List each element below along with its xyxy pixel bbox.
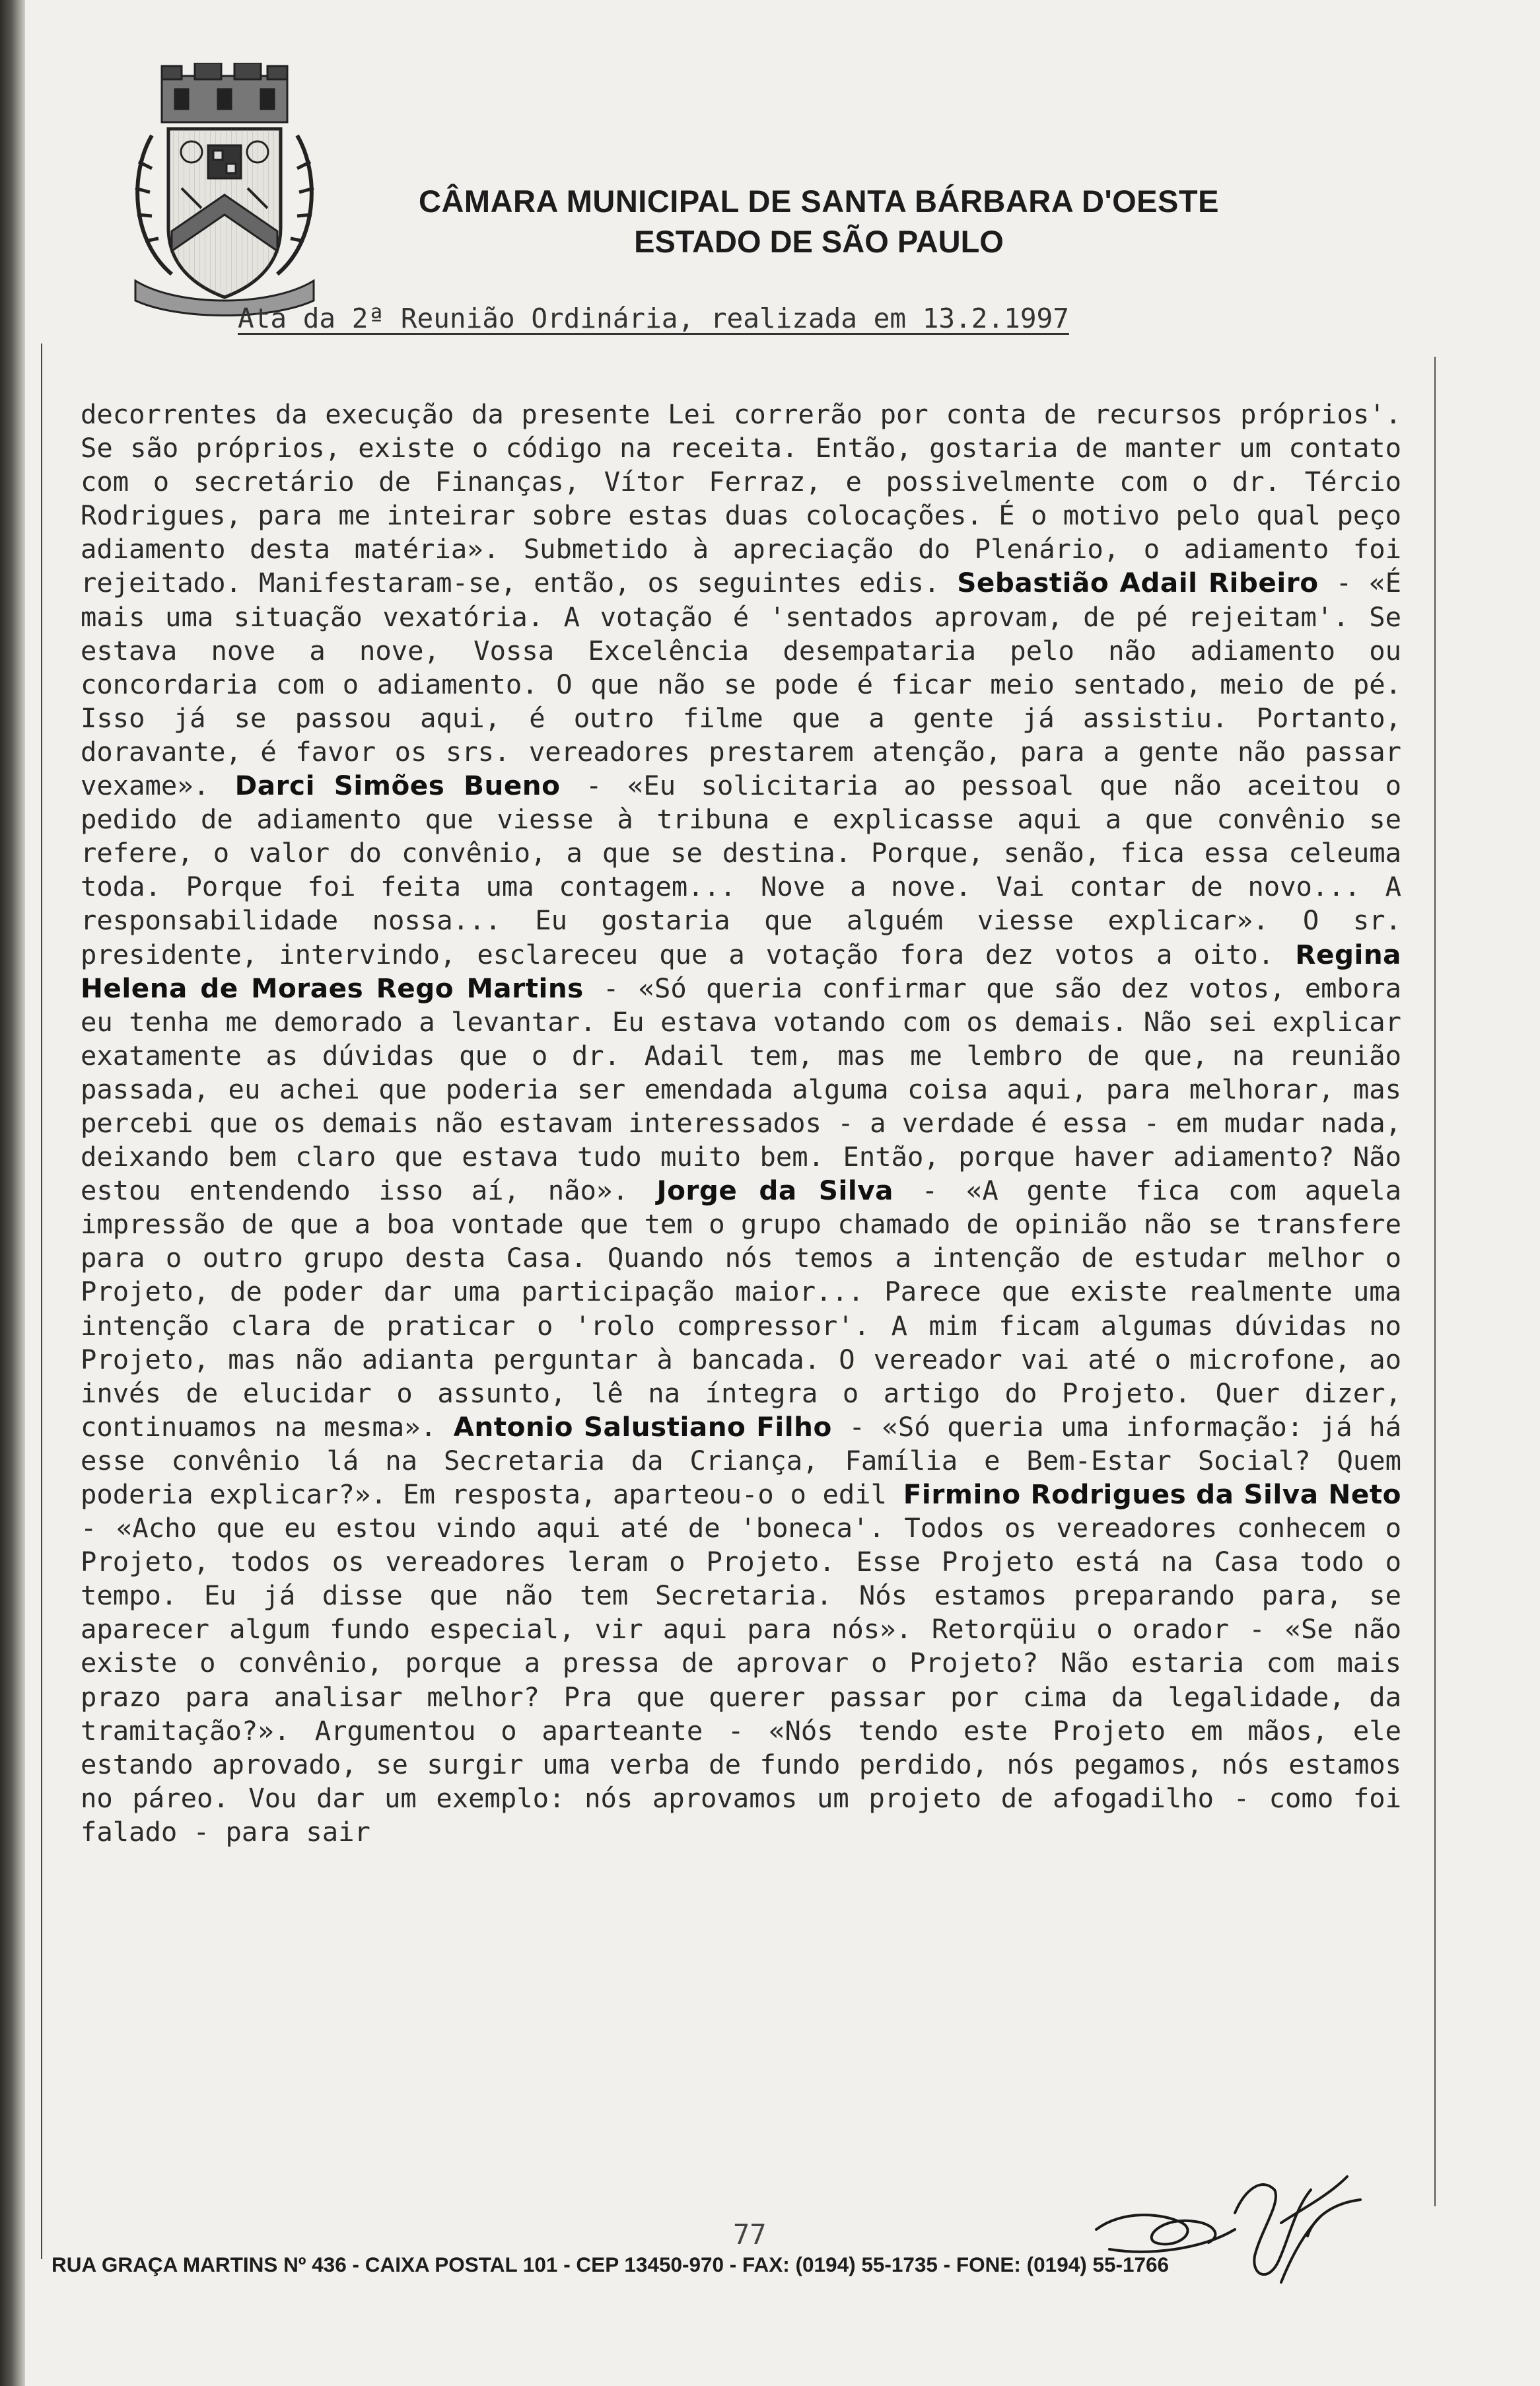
- paragraph-text: - «Só queria confirmar que são dez votos, embora eu tenha me demorado a levantar. Eu estava votando com os demais. Não sei explicar exatamente as dúvidas que o dr. Adail tem, mas me lembro de que, na reunião passada, eu achei que poderia ser emendada alguma coisa aqui, para melhorar, mas percebi que os demais não estavam interessados - a verdade é essa - em mudar nada, deixando bem claro que estava tudo muito bem. Então, porque haver adiamento? Não estou entendendo isso aí, não».: [81, 972, 1401, 1207]
- paragraph-text: decorrentes da execução da presente Lei correrão por conta de recursos próprios'. Se são próprios, existe o código na receita. Então, gostaria de manter um contato com o secretário de Finanças, Vítor Ferraz, e possivelmente com o dr. Tércio Rodrigues, para me inteirar sobre estas duas colocações. É o motivo pelo qual peço adiamento desta matéria». Submetido à apreciação do Plenário, o adiamento foi rejeitado. Manifestaram-se, então, os seguintes edis.: [81, 398, 1401, 599]
- right-margin-rule: [1434, 357, 1436, 2206]
- paragraph-text: - «É mais uma situação vexatória. A votação é 'sentados aprovam, de pé rejeitam'. Se estava nove a nove, Vossa Excelência desempataria pelo não adiamento ou concordaria com o adiamento. O que não se pode é ficar meio sentado, meio de pé. Isso já se passou aqui, é outro filme que a gente já assistiu. Portanto, doravante, é favor os srs. vereadores prestarem atenção, para a gente não passar vexame».: [81, 567, 1401, 802]
- speaker-name: Jorge da Silva: [656, 1175, 893, 1207]
- scan-page-edge: [0, 0, 25, 2386]
- speaker-name: Firmino Rodrigues da Silva Neto: [903, 1478, 1401, 1510]
- speaker-name: Regina Helena de Moraes Rego Martins: [81, 938, 1401, 1004]
- minutes-body: [81, 398, 1401, 1849]
- signature-icon: [1083, 2150, 1393, 2302]
- letterhead: [370, 182, 1268, 262]
- coat-of-arms-icon: [125, 63, 324, 320]
- left-margin-rule: [41, 343, 42, 2259]
- speaker-name: Darci Simões Bueno: [234, 770, 561, 802]
- letterhead-state: ESTADO DE SÃO PAULO: [634, 224, 1004, 259]
- speaker-name: Antonio Salustiano Filho: [453, 1410, 832, 1443]
- page-number: 77: [733, 2218, 767, 2251]
- footer-address: RUA GRAÇA MARTINS Nº 436 - CAIXA POSTAL 101 - CEP 13450-970 - FAX: (0194) 55-1735 - FONE: (0194) 55-1766: [52, 2253, 1170, 2276]
- paragraph-text: - «Acho que eu estou vindo aqui até de 'boneca'. Todos os vereadores conhecem o Projeto, todos os vereadores leram o Projeto. Esse Projeto está na Casa todo o tempo. Eu já disse que não tem Secretaria. Nós estamos preparando para, se aparecer algum fundo especial, vir aqui para nós». Retorqüiu o orador - «Se não existe o convênio, porque a pressa de aprovar o Projeto? Não estaria com mais prazo para analisar melhor? Pra que querer passar por cima da legalidade, da tramitação?». Argumentou o aparteante - «Nós tendo este Projeto em mãos, ele estando aprovado, se surgir uma verba de fundo perdido, nós pegamos, nós estamos no páreo. Vou dar um exemplo: nós aprovamos um projeto de afogadilho - como foi falado - para sair: [81, 1512, 1401, 1848]
- speaker-name: Sebastião Adail Ribeiro: [957, 567, 1319, 599]
- paragraph-text: - «A gente fica com aquela impressão de que a boa vontade que tem o grupo chamado de opinião não se transfere para o outro grupo desta Casa. Quando nós temos a intenção de estudar melhor o Projeto, de poder dar uma participação maior... Parece que existe realmente uma intenção clara de praticar o 'rolo compressor'. A mim ficam algumas dúvidas no Projeto, mas não adianta perguntar à bancada. O vereador vai até o microfone, ao invés de elucidar o assunto, lê na íntegra o artigo do Projeto. Quer dizer, continuamos na mesma».: [81, 1175, 1402, 1443]
- minutes-title: Ata da 2ª Reunião Ordinária, realizada em 13.2.1997: [238, 303, 1069, 334]
- letterhead-org: CÂMARA MUNICIPAL DE SANTA BÁRBARA D'OESTE: [419, 184, 1219, 219]
- paragraph-text: - «Só queria uma informação: já há esse convênio lá na Secretaria da Criança, Família e Bem-Estar Social? Quem poderia explicar?». Em resposta, aparteou-o o edil: [81, 1410, 1402, 1510]
- paragraph-text: - «Eu solicitaria ao pessoal que não aceitou o pedido de adiamento que viesse à tribuna e explicasse aqui a que convênio se refere, o valor do convênio, a que se destina. Porque, senão, fica essa celeuma toda. Porque foi feita uma contagem... Nove a nove. Vai contar de novo... A responsabilidade nossa... Eu gostaria que alguém viesse explicar». O sr. presidente, intervindo, esclareceu que a votação fora dez votos a oito.: [81, 770, 1401, 970]
